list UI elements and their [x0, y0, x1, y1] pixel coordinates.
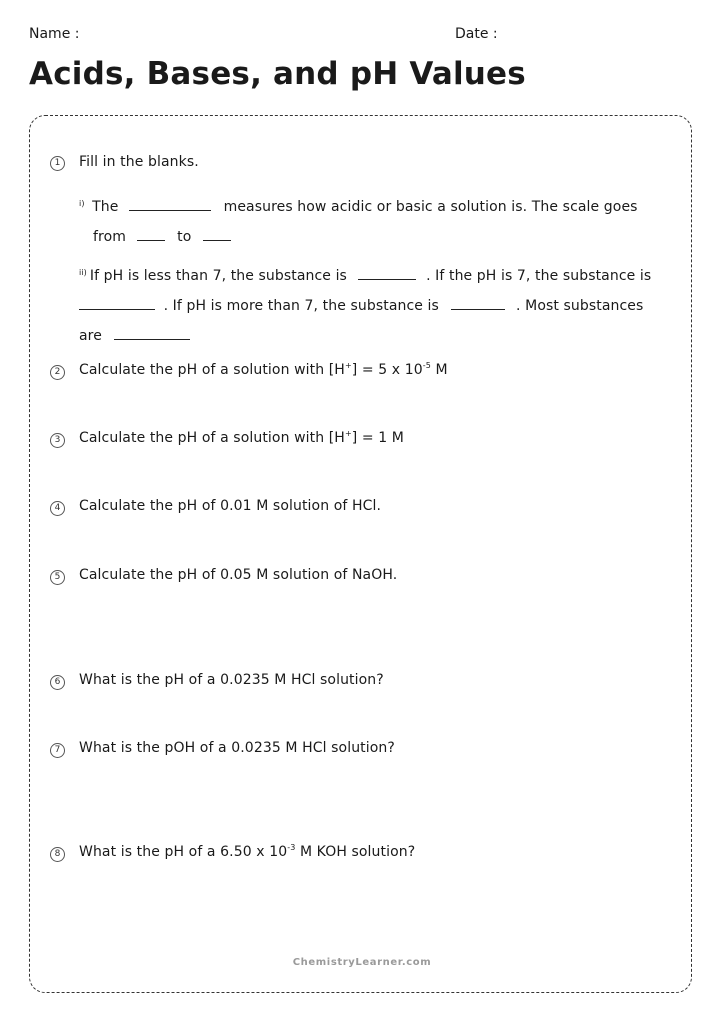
blank-ii-text-3: . If pH is more than 7, the substance is: [163, 298, 439, 314]
page-title: Acids, Bases, and pH Values: [29, 56, 526, 92]
question-3-sup-1: +: [344, 429, 352, 438]
question-number-4: 4: [50, 501, 65, 516]
question-7-text: What is the pOH of a 0.0235 M HCl solution?: [79, 740, 395, 756]
question-3-text: [79, 430, 404, 446]
question-8-text: [79, 844, 415, 860]
question-number-8: 8: [50, 847, 65, 862]
question-8-sup-1: -3: [287, 843, 296, 852]
blank-i-text-1: The: [92, 199, 119, 215]
question-number-1: 1: [50, 156, 65, 171]
date-label: Date :: [455, 26, 498, 42]
answer-blank-4[interactable]: [358, 267, 416, 280]
blank-ii-line-2: [79, 297, 643, 314]
question-2-sup-2: -5: [422, 361, 431, 370]
blank-ii-text-1: If pH is less than 7, the substance is: [89, 268, 347, 284]
question-2-text-post: M: [430, 362, 448, 378]
question-6-text: What is the pH of a 0.0235 M HCl solution?: [79, 672, 384, 688]
blank-ii-text-2: . If the pH is 7, the substance is: [426, 268, 652, 284]
question-number-5: 5: [50, 570, 65, 585]
worksheet-frame: [29, 115, 692, 993]
question-4-text: Calculate the pH of 0.01 M solution of HCl.: [79, 498, 381, 514]
blank-i-line-1: [79, 198, 638, 215]
blank-ii-label: ii): [79, 268, 87, 277]
question-3-text-post: ] = 1 M: [351, 430, 404, 446]
answer-blank-1[interactable]: [129, 198, 211, 211]
question-2-sup-1: +: [344, 361, 352, 370]
blank-i-text-2: measures how acidic or basic a solution is. The scale goes: [223, 199, 638, 215]
question-number-6: 6: [50, 675, 65, 690]
answer-blank-6[interactable]: [451, 297, 505, 310]
question-8-text-post: M KOH solution?: [295, 844, 416, 860]
answer-blank-5[interactable]: [79, 297, 155, 310]
blank-i-label: i): [79, 199, 85, 208]
question-8-text-pre: What is the pH of a 6.50 x 10: [79, 844, 288, 860]
question-2-text-pre: Calculate the pH of a solution with [H: [79, 362, 345, 378]
footer-brand: ChemistryLearner.com: [292, 957, 432, 968]
question-2-text: [79, 362, 448, 378]
blank-i-line-2: [93, 228, 231, 245]
blank-i-text-4: to: [177, 229, 192, 245]
question-number-3: 3: [50, 433, 65, 448]
answer-blank-3[interactable]: [203, 228, 231, 241]
question-2-text-mid: ] = 5 x 10: [351, 362, 423, 378]
question-1-text: Fill in the blanks.: [79, 154, 199, 170]
question-number-7: 7: [50, 743, 65, 758]
blank-ii-line-1: [79, 267, 651, 284]
name-label: Name :: [29, 26, 80, 42]
blank-i-text-3: from: [93, 229, 126, 245]
answer-blank-2[interactable]: [137, 228, 165, 241]
blank-ii-text-4: . Most substances: [516, 298, 644, 314]
question-3-text-pre: Calculate the pH of a solution with [H: [79, 430, 345, 446]
blank-ii-text-5: are: [79, 328, 102, 344]
question-number-2: 2: [50, 365, 65, 380]
question-5-text: Calculate the pH of 0.05 M solution of NaOH.: [79, 567, 398, 583]
answer-blank-7[interactable]: [114, 327, 190, 340]
blank-ii-line-3: [79, 327, 190, 344]
